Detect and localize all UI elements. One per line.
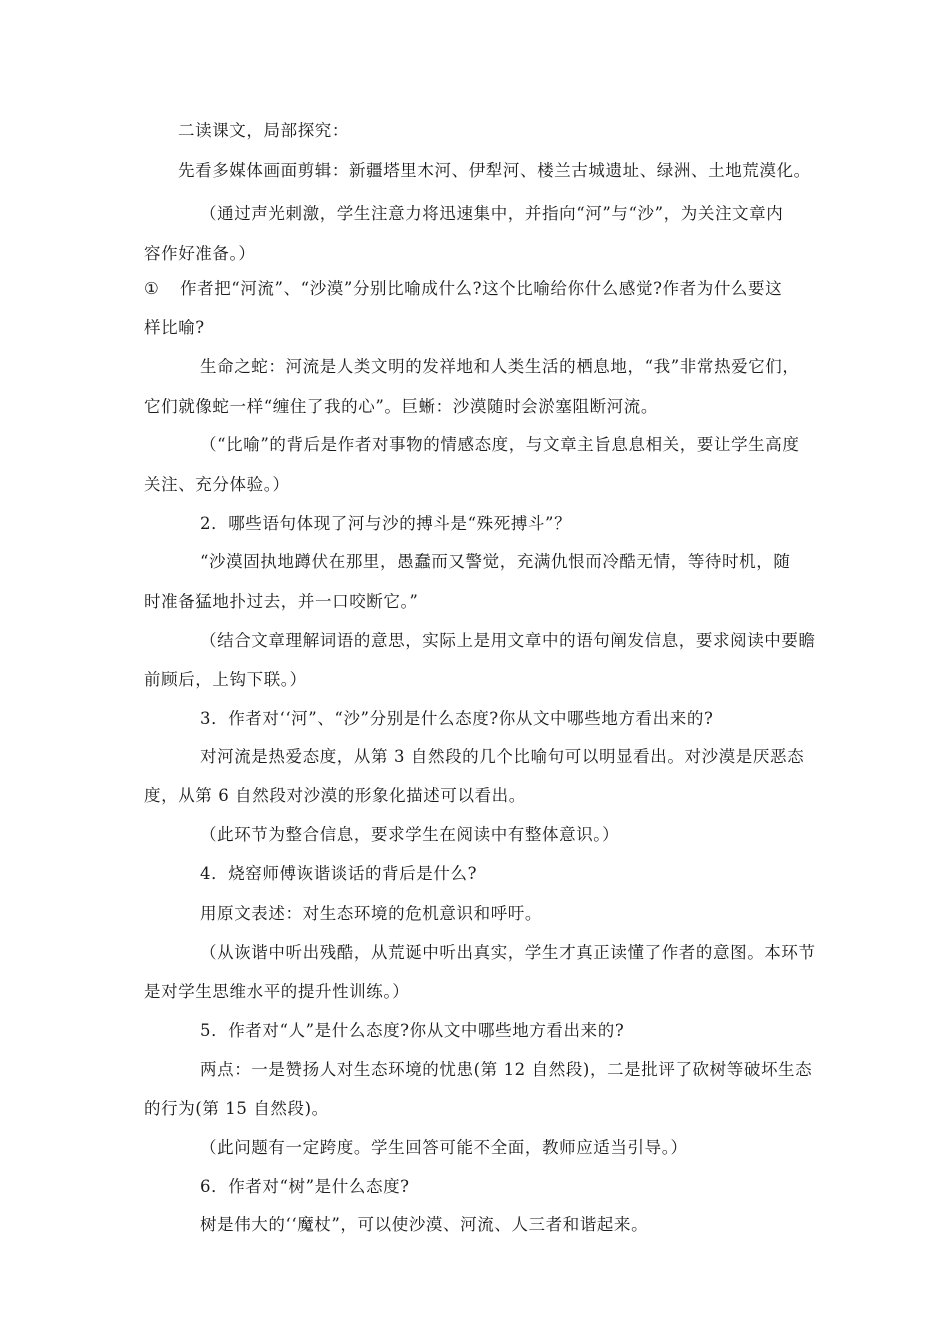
note-line: 关注、充分体验。） bbox=[144, 475, 290, 494]
note-line: （“比喻”的背后是作者对事物的情感态度，与文章主旨息息相关，要让学生高度 bbox=[200, 435, 800, 454]
answer-line: 对河流是热爱态度，从第 3 自然段的几个比喻句可以明显看出。对沙漠是厌恶态 bbox=[200, 747, 805, 766]
note-line: （此环节为整合信息，要求学生在阅读中有整体意识。） bbox=[200, 825, 620, 844]
answer-line: 时准备猛地扑过去，并一口咬断它。” bbox=[144, 592, 419, 611]
note-line: 是对学生思维水平的提升性训练。） bbox=[144, 982, 410, 1001]
question-1-text: 作者把“河流”、“沙漠”分别比喻成什么?这个比喻给你什么感觉?作者为什么要这 bbox=[180, 279, 783, 298]
question-5: 5．作者对“人”是什么态度?你从文中哪些地方看出来的? bbox=[200, 1021, 625, 1040]
question-6: 6．作者对“树”是什么态度? bbox=[200, 1177, 410, 1196]
note-line: （通过声光刺激，学生注意力将迅速集中，并指向“河”与“沙”，为关注文章内 bbox=[200, 204, 784, 223]
answer-line: 它们就像蛇一样“缠住了我的心”。巨蜥：沙漠随时会淤塞阻断河流。 bbox=[144, 397, 658, 416]
note-line: （结合文章理解词语的意思，实际上是用文章中的语句阐发信息，要求阅读中要瞻 bbox=[200, 631, 816, 650]
answer-line: 度，从第 6 自然段对沙漠的形象化描述可以看出。 bbox=[144, 786, 526, 805]
answer-line: “沙漠固执地蹲伏在那里，愚蠢而又警觉，充满仇恨而冷酷无情，等待时机，随 bbox=[200, 552, 791, 571]
note-line: （此问题有一定跨度。学生回答可能不全面，教师应适当引导。） bbox=[200, 1138, 688, 1157]
question-2: 2．哪些语句体现了河与沙的搏斗是“殊死搏斗”？ bbox=[200, 514, 572, 533]
paragraph-line: 先看多媒体画面剪辑：新疆塔里木河、伊犁河、楼兰古城遗址、绿洲、土地荒漠化。 bbox=[178, 161, 811, 180]
question-line: 样比喻? bbox=[144, 318, 205, 337]
answer-line: 两点：一是赞扬人对生态环境的忧患(第 12 自然段)，二是批评了砍树等破坏生态 bbox=[200, 1060, 813, 1079]
answer-line: 的行为(第 15 自然段)。 bbox=[144, 1099, 329, 1118]
answer-line: 用原文表述：对生态环境的危机意识和呼吁。 bbox=[200, 904, 542, 923]
note-line: （从诙谐中听出残酷，从荒诞中听出真实，学生才真正读懂了作者的意图。本环节 bbox=[200, 943, 816, 962]
note-line: 容作好准备。） bbox=[144, 244, 256, 263]
section-heading: 二读课文，局部探究： bbox=[178, 121, 349, 140]
question-4: 4．烧窑师傅诙谐谈话的背后是什么? bbox=[200, 864, 478, 883]
question-3: 3．作者对‘‘河”、“沙”分别是什么态度?你从文中哪些地方看出来的? bbox=[200, 709, 714, 728]
question-1 bbox=[144, 278, 782, 300]
answer-line: 生命之蛇：河流是人类文明的发祥地和人类生活的栖息地，“我”非常热爱它们， bbox=[200, 357, 800, 376]
answer-line: 树是伟大的‘‘魔杖”，可以使沙漠、河流、人三者和谐起来。 bbox=[200, 1215, 649, 1234]
question-1-marker: ① bbox=[144, 279, 160, 298]
note-line: 前顾后，上钩下联。） bbox=[144, 670, 307, 689]
